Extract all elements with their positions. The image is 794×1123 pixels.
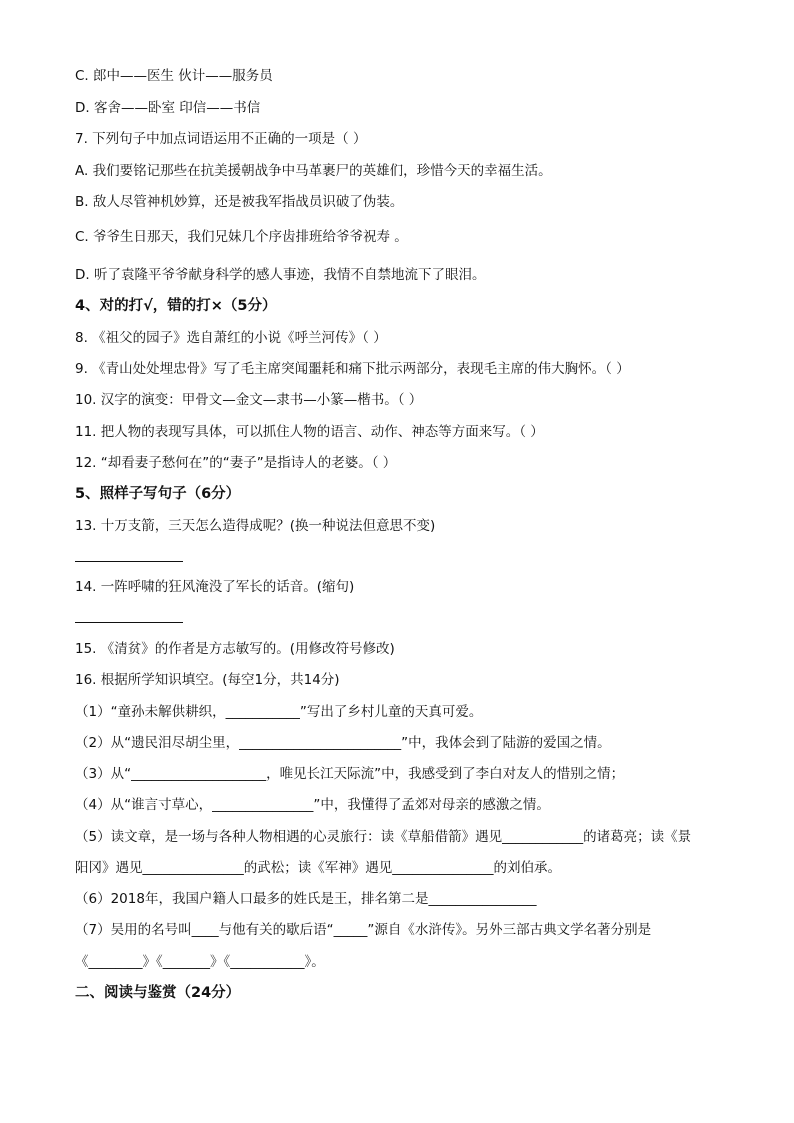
answer-line-13 [75, 561, 183, 562]
section-5-heading: 5、照样子写句子（6分） [75, 486, 241, 502]
answer-line-14 [75, 622, 183, 623]
question-15: 15. 《清贫》的作者是方志敏写的。(用修改符号修改) [75, 641, 395, 657]
blank-1: （1）“童孙未解供耕织，___________”写出了乡村儿童的天真可爱。 [75, 704, 483, 720]
option-c-q6: C. 郎中——医生 伙计——服务员 [75, 68, 273, 84]
question-14: 14. 一阵呼啸的狂风淹没了军长的话音。(缩句) [75, 579, 355, 595]
question-10: 10. 汉字的演变：甲骨文—金文—隶书—小篆—楷书。（ ） [75, 392, 423, 408]
blank-2: （2）从“遗民泪尽胡尘里，________________________”中，我体会到了陆游的爱国之情。 [75, 735, 611, 751]
section-4-heading: 4、对的打√，错的打×（5分） [75, 298, 277, 314]
question-7: 7. 下列句子中加点词语运用不正确的一项是（ ） [75, 131, 367, 147]
question-16: 16. 根据所学知识填空。(每空1分，共14分) [75, 672, 340, 688]
blank-4: （4）从“谁言寸草心，_______________”中，我懂得了孟郊对母亲的感激之情。 [75, 797, 550, 813]
question-12: 12. “却看妻子愁何在”的“妻子”是指诗人的老婆。（ ） [75, 455, 397, 471]
blank-5-line2: 阳冈》遇见_______________的武松；读《军神》遇见_______________的刘伯承。 [75, 860, 561, 876]
option-b-q7: B. 敌人尽管神机妙算，还是被我军指战员识破了伪装。 [75, 194, 404, 210]
question-13: 13. 十万支箭，三天怎么造得成呢？(换一种说法但意思不变) [75, 518, 436, 534]
option-d-q6: D. 客舍——卧室 印信——书信 [75, 100, 261, 116]
blank-5-line1: （5）读文章，是一场与各种人物相遇的心灵旅行：读《草船借箭》遇见____________的诸葛亮；读《景 [75, 829, 692, 845]
blank-3: （3）从“____________________，唯见长江天际流”中，我感受到了李白对友人的惜别之情； [75, 766, 625, 782]
option-d-q7: D. 听了袁隆平爷爷献身科学的感人事迹，我情不自禁地流下了眼泪。 [75, 267, 486, 283]
blank-7-line1: （7）吴用的名号叫____与他有关的歇后语“_____”源自《水浒传》。另外三部古典文学名著分别是 [75, 922, 652, 938]
blank-6: （6）2018年，我国户籍人口最多的姓氏是王，排名第二是________________ [75, 891, 537, 907]
question-11: 11. 把人物的表现写具体，可以抓住人物的语言、动作、神态等方面来写。（ ） [75, 424, 544, 440]
option-c-q7: C. 爷爷生日那天，我们兄妹几个序齿排班给爷爷祝寿 。 [75, 229, 408, 245]
option-a-q7: A. 我们要铭记那些在抗美援朝战争中马革裹尸的英雄们，珍惜今天的幸福生活。 [75, 163, 552, 179]
blank-7-line2: 《________》《_______》《___________》。 [75, 954, 325, 970]
question-9: 9. 《青山处处埋忠骨》写了毛主席突闻噩耗和痛下批示两部分，表现毛主席的伟大胸怀。（ ） [75, 361, 630, 377]
question-8: 8. 《祖父的园子》选自萧红的小说《呼兰河传》（ ） [75, 330, 387, 346]
part-2-heading: 二、阅读与鉴赏（24分） [75, 985, 241, 1001]
